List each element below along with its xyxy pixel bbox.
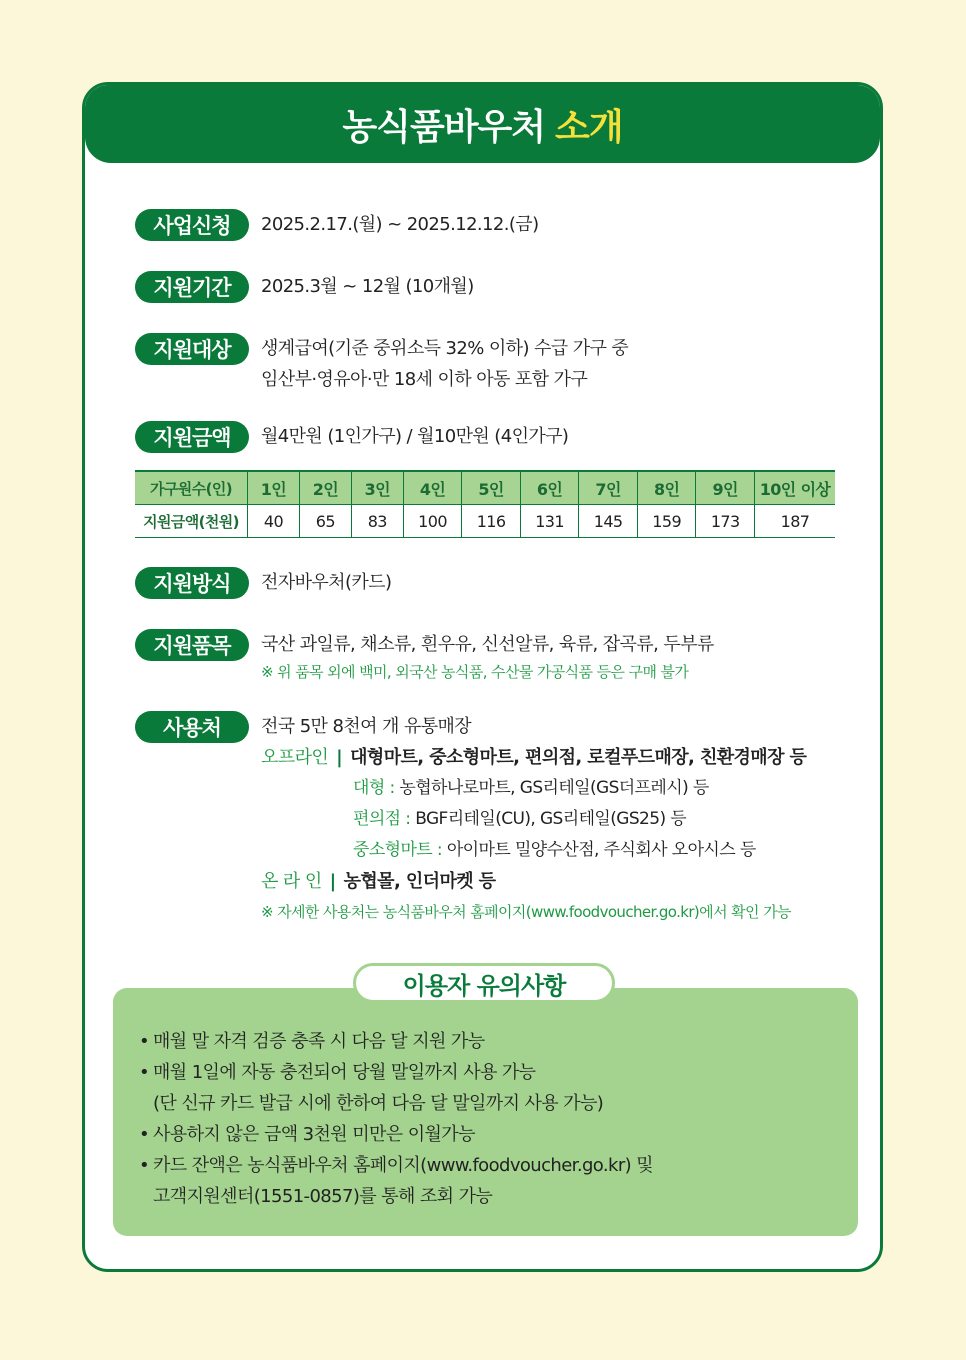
section-amount: [135, 421, 568, 453]
places-mid: [261, 835, 806, 866]
online-value: 농협몰, 인더마켓 등: [343, 871, 496, 892]
table-cell: 지원금액(천원): [135, 505, 248, 538]
section-value: [261, 333, 628, 395]
items-note: ※ 위 품목 외에 백미, 외국산 농식품, 수산물 가공식품 등은 구매 불가: [261, 663, 689, 681]
notice-text: 카드 잔액은 농식품바우처 홈페이지(www.foodvoucher.go.kr) 및: [153, 1155, 653, 1176]
section-places: [135, 711, 806, 927]
conv-value: BGF리테일(CU), GS리테일(GS25) 등: [415, 809, 687, 829]
mid-value: 아이마트 밀양수산점, 주식회사 오아시스 등: [446, 840, 756, 860]
amount-table: [135, 470, 835, 538]
table-header-row: [135, 471, 835, 505]
table-header-cell: 6인: [520, 471, 579, 505]
bullet: •: [139, 1062, 150, 1083]
table-row: [135, 505, 835, 538]
section-value: [261, 629, 714, 684]
notice-list: [139, 1026, 858, 1212]
section-value: 2025.2.17.(월) ~ 2025.12.12.(금): [261, 214, 539, 235]
items-value: 국산 과일류, 채소류, 흰우유, 신선알류, 육류, 잡곡류, 두부류: [261, 634, 714, 655]
table-header-cell: 7인: [579, 471, 638, 505]
table-cell: 159: [637, 505, 696, 538]
list-item: [139, 1057, 858, 1119]
offline-label: 오프라인: [261, 747, 329, 768]
section-value: 2025.3월 ~ 12월 (10개월): [261, 276, 474, 297]
title-main: 농식품바우처: [342, 106, 546, 148]
notice-text: 사용하지 않은 금액 3천원 미만은 이월가능: [153, 1124, 475, 1145]
large-value: 농협하나로마트, GS리테일(GS더프레시) 등: [399, 778, 709, 798]
notice-text: 매월 1일에 자동 충전되어 당월 말일까지 사용 가능: [153, 1062, 536, 1083]
section-items: [135, 629, 714, 684]
places-line-1: 전국 5만 8천여 개 유통매장: [261, 716, 472, 737]
section-value: [261, 711, 806, 927]
table-header-cell: 10인 이상: [755, 471, 836, 505]
places-online: [261, 866, 806, 897]
section-label: 지원방식: [135, 567, 249, 599]
divider-bar: |: [336, 747, 343, 768]
table-cell: 173: [696, 505, 755, 538]
table-header-cell: 3인: [351, 471, 403, 505]
table-cell: 131: [520, 505, 579, 538]
notice-title: 이용자 유의사항: [353, 963, 615, 1003]
table-header-cell: 4인: [403, 471, 462, 505]
table-cell: 65: [299, 505, 351, 538]
divider-bar: |: [329, 871, 336, 892]
table-cell: 83: [351, 505, 403, 538]
title-accent: 소개: [555, 106, 623, 148]
bullet: •: [139, 1031, 150, 1052]
table-cell: 145: [579, 505, 638, 538]
target-line-2: 임산부·영유아·만 18세 이하 아동 포함 가구: [261, 369, 588, 390]
section-method: [135, 567, 391, 599]
places-large: [261, 773, 806, 804]
table-cell: 100: [403, 505, 462, 538]
notice-text-cont: (단 신규 카드 발급 시에 한하여 다음 달 말일까지 사용 가능): [153, 1093, 604, 1114]
page-title: [85, 85, 880, 163]
section-label: 지원금액: [135, 421, 249, 453]
table-cell: 116: [462, 505, 521, 538]
mid-label: 중소형마트 :: [353, 840, 443, 860]
places-convenience: [261, 804, 806, 835]
table-header-cell: 5인: [462, 471, 521, 505]
online-label: 온 라 인: [261, 871, 322, 892]
large-label: 대형 :: [353, 778, 395, 798]
places-note: ※ 자세한 사용처는 농식품바우처 홈페이지(www.foodvoucher.go.kr)에서 확인 가능: [261, 903, 791, 921]
section-value: 전자바우처(카드): [261, 572, 392, 593]
table-cell: 40: [248, 505, 300, 538]
table-cell: 187: [755, 505, 836, 538]
section-apply: [135, 209, 539, 241]
bullet: •: [139, 1124, 150, 1145]
section-value: 월4만원 (1인가구) / 월10만원 (4인가구): [261, 426, 569, 447]
section-label: 지원기간: [135, 271, 249, 303]
notice-text-cont: 고객지원센터(1551-0857)를 통해 조회 가능: [153, 1186, 493, 1207]
section-target: [135, 333, 628, 395]
target-line-1: 생계급여(기준 중위소득 32% 이하) 수급 가구 중: [261, 338, 629, 359]
section-label: 사용처: [135, 711, 249, 743]
section-period: [135, 271, 474, 303]
list-item: [139, 1119, 858, 1150]
list-item: [139, 1150, 858, 1212]
table-header-cell: 가구원수(인): [135, 471, 248, 505]
section-label: 사업신청: [135, 209, 249, 241]
table-header-cell: 1인: [248, 471, 300, 505]
section-label: 지원대상: [135, 333, 249, 365]
conv-label: 편의점 :: [353, 809, 411, 829]
list-item: [139, 1026, 858, 1057]
table-header-cell: 8인: [637, 471, 696, 505]
notice-text: 매월 말 자격 검증 충족 시 다음 달 지원 가능: [153, 1031, 485, 1052]
offline-value: 대형마트, 중소형마트, 편의점, 로컬푸드매장, 친환경매장 등: [350, 747, 807, 768]
bullet: •: [139, 1155, 150, 1176]
places-offline: [261, 742, 806, 773]
table-header-cell: 9인: [696, 471, 755, 505]
section-label: 지원품목: [135, 629, 249, 661]
notice-box: [113, 988, 858, 1236]
table-header-cell: 2인: [299, 471, 351, 505]
